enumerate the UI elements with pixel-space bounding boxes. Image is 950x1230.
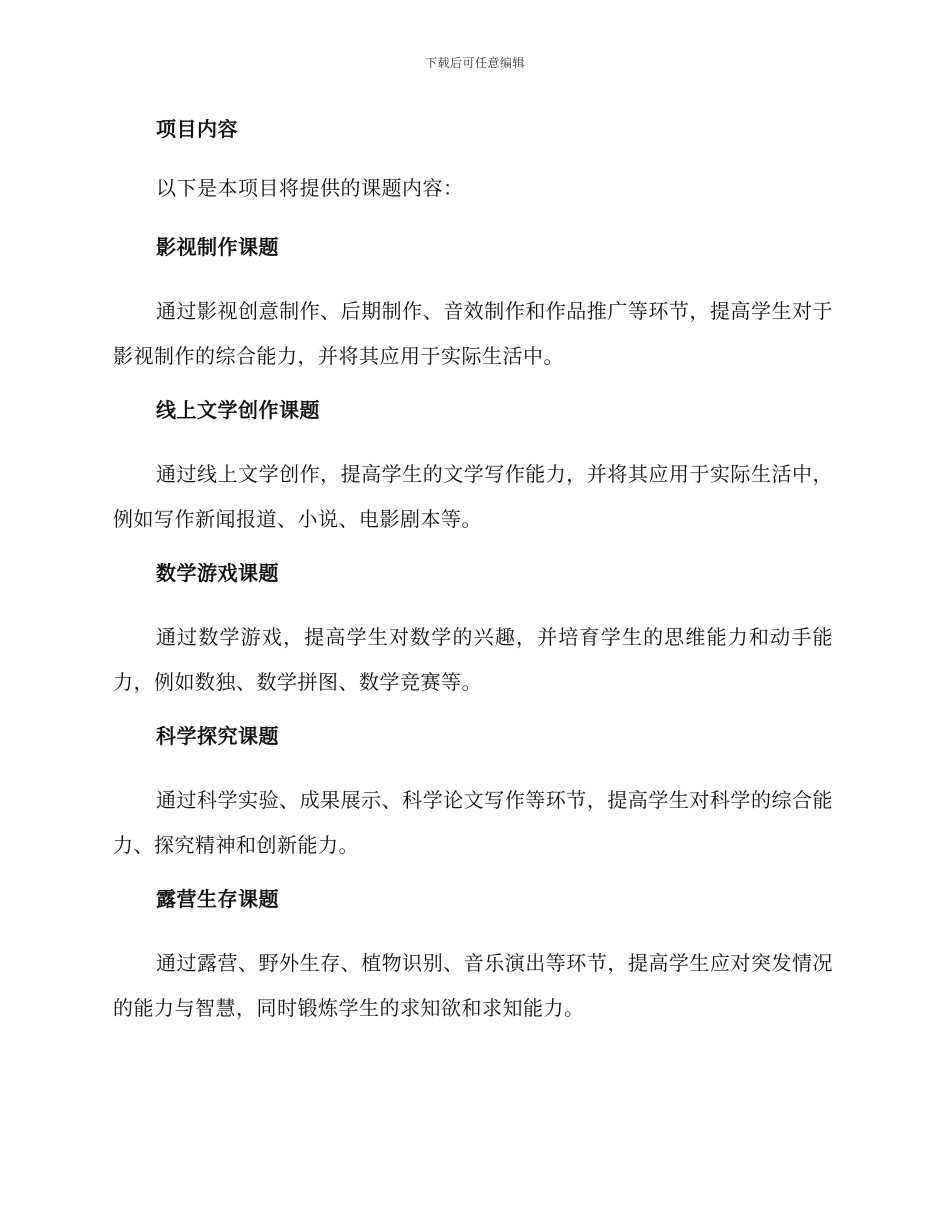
- section-body-film: 通过影视创意制作、后期制作、音效制作和作品推广等环节，提高学生对于影视制作的综合能力，并将其应用于实际生活中。: [113, 299, 833, 368]
- section-heading-camping: 露营生存课题: [156, 887, 279, 911]
- intro-text: 以下是本项目将提供的课题内容：: [156, 176, 464, 200]
- document-body: [113, 112, 833, 1045]
- section-body-literature: 通过线上文学创作，提高学生的文学写作能力，并将其应用于实际生活中，例如写作新闻报道、小说、电影剧本等。: [113, 462, 833, 531]
- section-heading-science: 科学探究课题: [156, 724, 279, 748]
- section-body-math: 通过数学游戏，提高学生对数学的兴趣，并培育学生的思维能力和动手能力，例如数独、数学拼图、数学竞赛等。: [113, 625, 833, 694]
- section-heading-literature: 线上文学创作课题: [156, 398, 320, 422]
- header-note: 下载后可任意编辑: [424, 56, 525, 70]
- section-body-camping: 通过露营、野外生存、植物识别、音乐演出等环节，提高学生应对突发情况的能力与智慧，同时锻炼学生的求知欲和求知能力。: [113, 951, 833, 1020]
- section-heading-film: 影视制作课题: [156, 235, 279, 259]
- document-title: 项目内容: [156, 117, 238, 141]
- section-heading-math: 数学游戏课题: [156, 561, 279, 585]
- section-body-science: 通过科学实验、成果展示、科学论文写作等环节，提高学生对科学的综合能力、探究精神和创新能力。: [113, 788, 833, 857]
